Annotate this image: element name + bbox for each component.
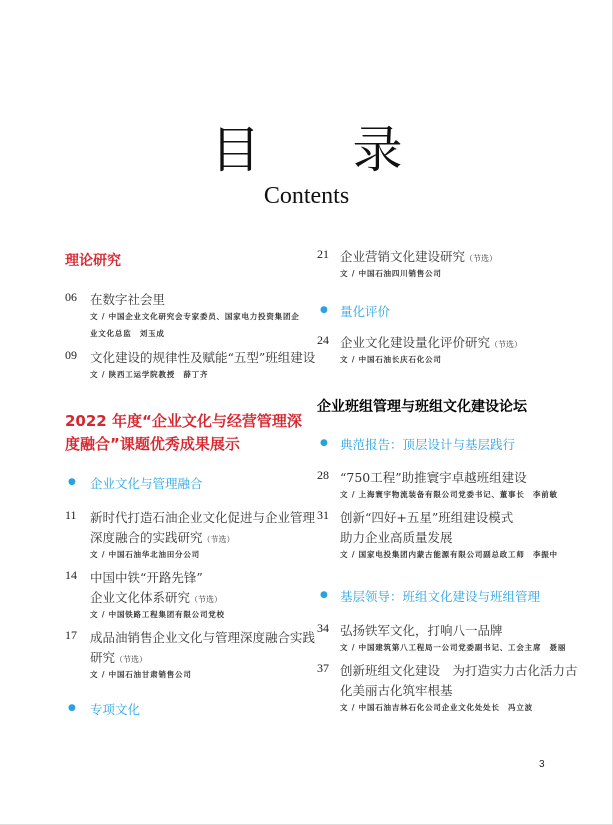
subsection-heading[interactable]: 基层领导：班组文化建设与班组管理 [340,589,541,604]
excerpt-note: （节选） [190,595,223,604]
entry-title[interactable]: 成品油销售企业文化与管理深度融合实践 [90,630,316,645]
excerpt-note: （节选） [465,254,498,263]
entry-byline: 文 / 中国石油华北油田分公司 [90,550,200,559]
entry-title[interactable]: 新时代打造石油企业文化促进与企业管理 [90,510,316,525]
subsection-heading[interactable]: 企业文化与管理融合 [90,476,203,491]
entry-page-number[interactable]: 14 [65,568,77,582]
entry-byline: 文 / 中国石油吉林石化公司企业文化处处长 冯立波 [340,703,533,712]
entry-page-number[interactable]: 37 [317,661,329,675]
entry-page-number[interactable]: 21 [317,247,329,261]
entry-page-number[interactable]: 17 [65,628,77,642]
bullet-icon: ● [320,305,328,315]
entry-title[interactable]: 弘扬铁军文化，打响八一品牌 [340,623,503,638]
subsection-heading[interactable]: 典范报告：顶层设计与基层践行 [340,437,516,452]
entry-title[interactable]: 助力企业高质量发展 [340,530,453,545]
entry-page-number[interactable]: 06 [65,290,77,304]
feature-heading: 度融合”课题优秀成果展示 [65,435,240,453]
subsection-heading[interactable]: 专项文化 [90,702,141,717]
bullet-icon: ● [68,703,76,713]
entry-page-number[interactable]: 09 [65,348,77,362]
entry-page-number[interactable]: 11 [65,508,77,522]
excerpt-note: （节选） [202,535,235,544]
entry-byline: 文 / 中国石油四川销售公司 [340,269,442,278]
entry-byline: 文 / 中国石油长庆石化公司 [340,355,442,364]
entry-byline: 业文化总监 刘玉成 [90,329,165,338]
entry-title[interactable]: 中国中铁“开路先锋” [90,570,203,585]
feature-heading: 2022 年度“企业文化与经营管理深 [65,412,302,430]
forum-heading: 企业班组管理与班组文化建设论坛 [317,399,527,415]
entry-page-number[interactable]: 34 [317,621,329,635]
excerpt-note: （节选） [115,655,148,664]
entry-byline: 文 / 中国建筑第八工程局一公司党委副书记、工会主席 聂丽 [340,643,567,652]
entry-title[interactable]: 创新“四好+五星”班组建设模式 [340,510,514,525]
page-number: 3 [539,759,545,770]
entry-title[interactable]: 在数字社会里 [90,292,166,307]
entry-page-number[interactable]: 31 [317,508,329,522]
entry-byline: 文 / 中国铁路工程集团有限公司党校 [90,610,225,619]
bullet-icon: ● [68,477,76,487]
entry-title[interactable]: 企业文化建设量化评价研究（节选） [340,335,523,350]
entry-title[interactable]: 文化建设的规律性及赋能“五型”班组建设 [90,350,316,365]
entry-title[interactable]: 企业营销文化建设研究（节选） [340,249,498,264]
entry-title[interactable]: 创新班组文化建设 为打造实力古化活力古 [340,663,578,678]
entry-title[interactable]: 深度融合的实践研究（节选） [90,530,235,545]
entry-title[interactable]: 化美丽古化筑牢根基 [340,683,453,698]
entry-page-number[interactable]: 24 [317,333,329,347]
entry-byline: 文 / 中国企业文化研究会专家委员、国家电力投资集团企 [90,312,300,321]
entry-title[interactable]: “750工程”助推寰宇卓越班组建设 [340,470,527,485]
page-title: 目 录 [210,121,441,179]
section-heading: 理论研究 [65,253,121,269]
entry-title[interactable]: 企业文化体系研究（节选） [90,590,223,605]
excerpt-note: （节选） [490,340,523,349]
entry-byline: 文 / 陕西工运学院教授 薛丁齐 [90,370,209,379]
entry-byline: 文 / 中国石油甘肃销售公司 [90,670,192,679]
entry-title[interactable]: 研究（节选） [90,650,148,665]
subsection-heading[interactable]: 量化评价 [340,304,391,319]
bullet-icon: ● [320,438,328,448]
entry-page-number[interactable]: 28 [317,468,329,482]
entry-byline: 文 / 国家电投集团内蒙古能源有限公司副总政工师 李振中 [340,550,558,559]
bullet-icon: ● [320,590,328,600]
entry-byline: 文 / 上海寰宇物流装备有限公司党委书记、董事长 李前敏 [340,490,558,499]
page-subtitle: Contents [263,183,350,209]
